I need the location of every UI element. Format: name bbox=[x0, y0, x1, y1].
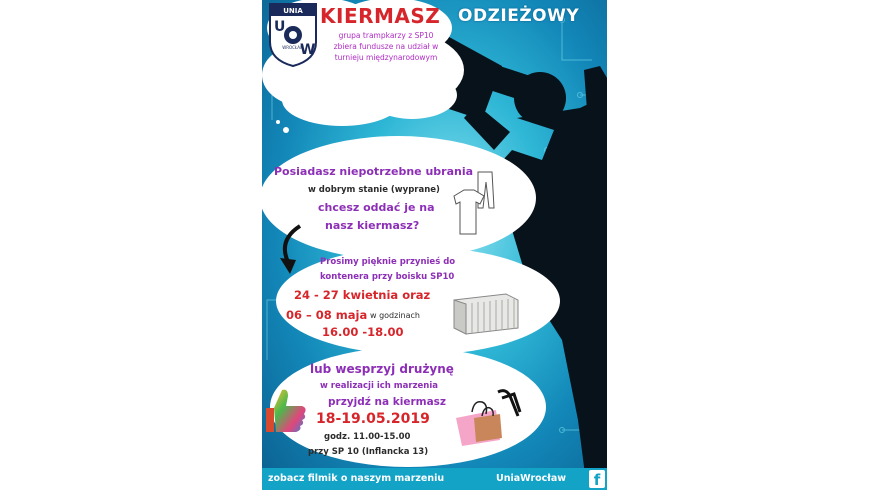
section1-line4: nasz kiermasz? bbox=[325, 219, 420, 232]
section2-dates1: 24 - 27 kwietnia oraz bbox=[294, 288, 431, 302]
section3-hours: godz. 11.00-15.00 bbox=[324, 432, 411, 442]
svg-text:U: U bbox=[274, 19, 286, 35]
intro-text: grupa trampkarzy z SP10 zbiera fundusze na udział w turnieju międzynarodowym bbox=[333, 31, 439, 62]
section1-line3: chcesz oddać je na bbox=[318, 201, 435, 214]
section1-line1: Posiadasz niepotrzebne ubrania bbox=[274, 165, 474, 178]
shopping-bags-icon bbox=[452, 388, 528, 448]
section3-date: 18-19.05.2019 bbox=[316, 411, 430, 427]
section3-line1: lub wesprzyj drużynę bbox=[310, 362, 454, 376]
footer-handle[interactable]: UniaWrocław bbox=[496, 473, 567, 484]
footer-video-link[interactable]: zobacz filmik o naszym marzeniu bbox=[268, 473, 445, 484]
section1-line2: w dobrym stanie (wyprane) bbox=[308, 185, 440, 195]
section2-line2: kontenera przy boisku SP10 bbox=[320, 272, 455, 282]
unia-wroclaw-logo bbox=[266, 2, 320, 68]
section3-line3: przyjdź na kiermasz bbox=[328, 396, 447, 408]
svg-text:WROCŁAW: WROCŁAW bbox=[282, 45, 304, 50]
shipping-container-icon bbox=[450, 290, 520, 336]
section2-dates2-suffix: w godzinach bbox=[370, 311, 420, 320]
poster-title: KIERMASZ bbox=[320, 4, 441, 28]
svg-text:UNIA: UNIA bbox=[283, 7, 303, 15]
tshirt-jeans-icon bbox=[448, 168, 510, 240]
section2-dates2: 06 – 08 maja bbox=[286, 308, 368, 322]
poster-subtitle: ODZIEŻOWY bbox=[458, 6, 580, 26]
section2-line1: Prosimy pięknie przynieś do bbox=[320, 257, 456, 267]
section3-line2: w realizacji ich marzenia bbox=[320, 381, 438, 391]
svg-text:W: W bbox=[300, 42, 316, 58]
section2-hours: 16.00 -18.00 bbox=[322, 325, 404, 339]
poster bbox=[262, 0, 607, 490]
section3-place: przy SP 10 (Inflancka 13) bbox=[308, 447, 429, 457]
facebook-icon[interactable]: f bbox=[589, 470, 605, 488]
footer-bar bbox=[262, 468, 607, 490]
thumbs-up-icon bbox=[264, 386, 308, 436]
